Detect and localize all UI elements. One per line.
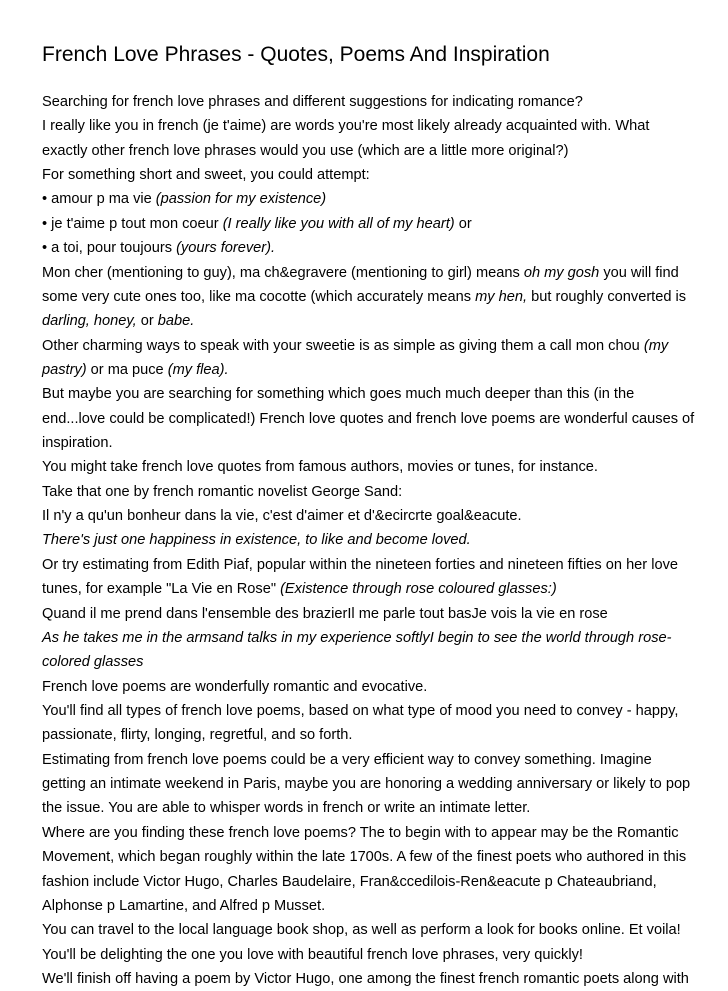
text-segment: You'll find all types of french love poems, based on what type of mood you need to convey - happy, (42, 702, 679, 719)
text-segment: tunes, for example "La Vie en Rose" (42, 581, 281, 598)
text-segment: end...love could be complicated!) French love quotes and french love poems are wonderful causes of (42, 410, 695, 427)
text-line (42, 334, 728, 358)
text-segment: Take that one by french romantic novelist George Sand: (42, 483, 403, 500)
text-line (42, 626, 728, 650)
italic-text: pastry) (42, 361, 87, 378)
text-line (42, 90, 728, 114)
italic-text: (my flea). (167, 361, 229, 378)
text-segment: getting an intimate weekend in Paris, maybe you are honoring a wedding anniversary or likely to pop (42, 776, 691, 793)
text-segment: Movement, which began roughly within the late 1700s. A few of the finest poets who authored in this (42, 849, 687, 866)
italic-text: (yours forever). (176, 240, 276, 257)
text-line (42, 772, 728, 796)
text-segment: but roughly converted is (527, 288, 687, 305)
text-line (42, 870, 728, 894)
text-line (42, 845, 728, 869)
text-segment: Estimating from french love poems could be a very efficient way to convey something. Imagine (42, 751, 652, 768)
text-segment: French love poems are wonderfully romantic and evocative. (42, 678, 428, 695)
text-segment: • je t'aime p tout mon coeur (42, 215, 223, 232)
text-line (42, 967, 728, 991)
text-line (42, 528, 728, 552)
text-segment: For something short and sweet, you could attempt: (42, 167, 370, 184)
text-segment: some very cute ones too, like ma cocotte (which accurately means (42, 288, 476, 305)
italic-text: There's just one happiness in existence, to like and become loved. (42, 532, 471, 549)
document-body (42, 90, 728, 991)
text-line (42, 748, 728, 772)
text-line (42, 553, 728, 577)
text-line (42, 187, 728, 211)
text-line (42, 602, 728, 626)
italic-text: colored glasses (42, 654, 144, 671)
text-line (42, 382, 728, 406)
text-line (42, 407, 728, 431)
italic-text: oh my gosh (523, 264, 600, 281)
text-segment: You can travel to the local language book shop, as well as perform a look for books online. Et voila! (42, 922, 681, 939)
text-line (42, 455, 728, 479)
text-segment: Where are you finding these french love poems? The to begin with to appear may be the Romantic (42, 824, 679, 841)
text-segment: passionate, flirty, longing, regretful, and so forth. (42, 727, 353, 744)
text-segment: you will find (599, 264, 679, 281)
text-line (42, 699, 728, 723)
text-line (42, 504, 728, 528)
italic-text: As he takes me in the armsand talks in my experience softlyI begin to see the world through rose- (42, 629, 672, 646)
text-line (42, 285, 728, 309)
text-line (42, 431, 728, 455)
text-segment: You'll be delighting the one you love with beautiful french love phrases, very quickly! (42, 946, 583, 963)
text-line (42, 723, 728, 747)
text-line (42, 918, 728, 942)
text-segment: Other charming ways to speak with your sweetie is as simple as giving them a call mon chou (42, 337, 644, 354)
text-segment: You might take french love quotes from famous authors, movies or tunes, for instance. (42, 459, 598, 476)
text-line (42, 139, 728, 163)
italic-text: babe. (157, 313, 195, 330)
text-line (42, 114, 728, 138)
text-segment: I really like you in french (je t'aime) are words you're most likely already acquainted with. What (42, 118, 650, 135)
text-line (42, 236, 728, 260)
text-line (42, 577, 728, 601)
text-line (42, 894, 728, 918)
text-segment: the issue. You are able to whisper words in french or write an intimate letter. (42, 800, 531, 817)
text-segment: Or try estimating from Edith Piaf, popular within the nineteen forties and nineteen fifties on her love (42, 556, 678, 573)
document-title: French Love Phrases - Quotes, Poems And Inspiration (42, 43, 550, 66)
text-line (42, 675, 728, 699)
text-segment: inspiration. (42, 435, 113, 452)
text-segment: We'll finish off having a poem by Victor Hugo, one among the finest french romantic poets along with (42, 970, 689, 987)
text-line (42, 309, 728, 333)
text-segment: • amour p ma vie (42, 191, 156, 208)
text-segment: Mon cher (mentioning to guy), ma ch&egravere (mentioning to girl) means (42, 264, 524, 281)
italic-text: (my (643, 337, 669, 354)
italic-text: (passion for my existence) (155, 191, 327, 208)
text-segment: But maybe you are searching for something which goes much much deeper than this (in the (42, 386, 635, 403)
text-segment: or ma puce (86, 361, 168, 378)
text-line (42, 358, 728, 382)
text-line (42, 650, 728, 674)
text-line (42, 796, 728, 820)
text-segment: or (454, 215, 472, 232)
text-segment: exactly other french love phrases would you use (which are a little more original?) (42, 142, 569, 159)
italic-text: darling, honey, (42, 313, 137, 330)
text-segment: Il n'y a qu'un bonheur dans la vie, c'est d'aimer et d'&ecircrte goal&eacute. (42, 508, 522, 525)
text-segment: Alphonse p Lamartine, and Alfred p Musset. (42, 897, 326, 914)
text-line (42, 821, 728, 845)
italic-text: (I really like you with all of my heart) (222, 215, 455, 232)
text-segment: Searching for french love phrases and different suggestions for indicating romance? (42, 94, 583, 110)
text-line (42, 480, 728, 504)
text-line (42, 943, 728, 967)
italic-text: my hen, (475, 288, 528, 305)
text-line (42, 163, 728, 187)
text-segment: • a toi, pour toujours (42, 240, 177, 257)
text-segment: or (136, 313, 158, 330)
text-line (42, 261, 728, 285)
text-segment: Quand il me prend dans l'ensemble des brazierIl me parle tout basJe vois la vie en rose (42, 605, 608, 622)
text-line (42, 212, 728, 236)
italic-text: (Existence through rose coloured glasses:) (280, 581, 557, 598)
text-segment: fashion include Victor Hugo, Charles Baudelaire, Fran&ccedilois-Ren&eacute p Chateaubriand, (42, 873, 657, 890)
